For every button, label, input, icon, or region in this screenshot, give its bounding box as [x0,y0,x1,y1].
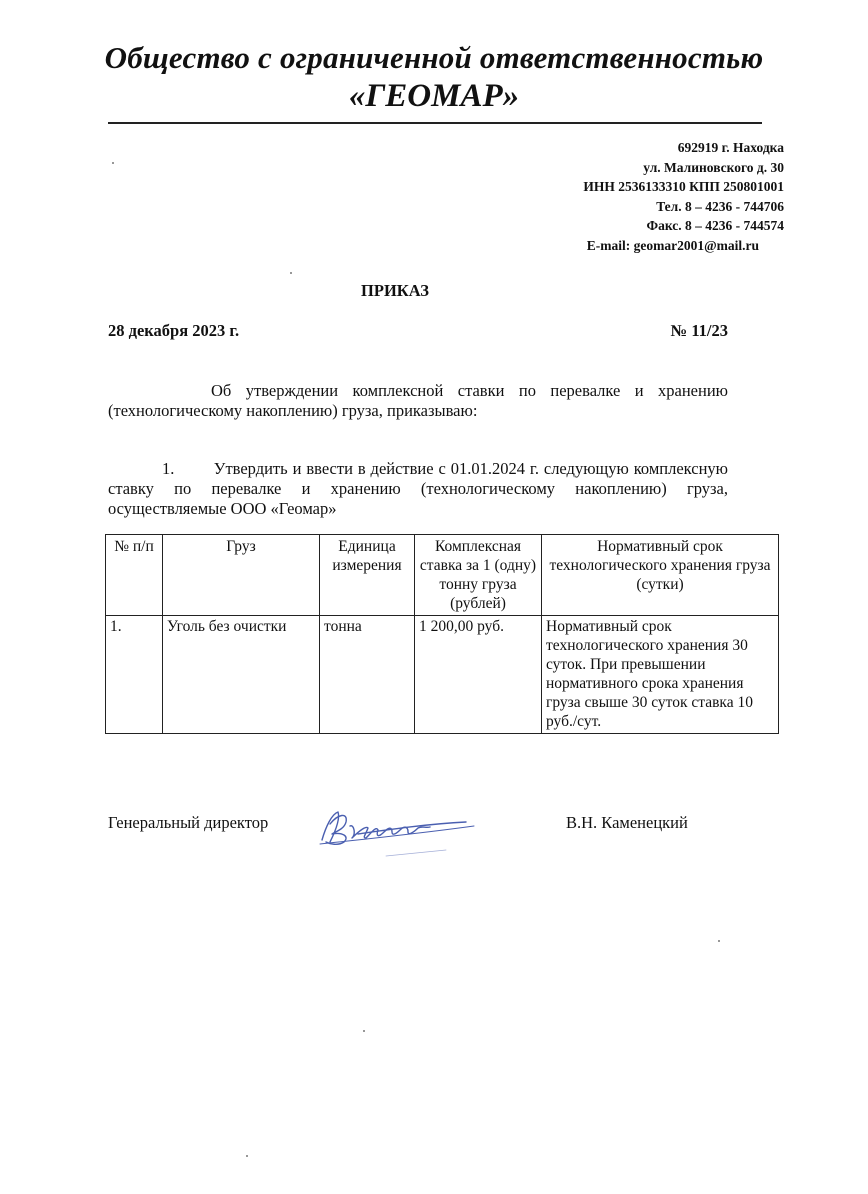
address-street: ул. Малиновского д. 30 [643,159,784,175]
organization-name: Общество с ограниченной ответственностью [104,40,764,75]
signer-position: Генеральный директор [108,813,269,832]
rates-table [105,534,779,734]
signer-name: В.Н. Каменецкий [566,813,688,832]
scan-speck [290,272,292,274]
table-row [106,616,779,734]
scan-speck [246,1155,248,1157]
address-email: E-mail: geomar2001@mail.ru [586,237,759,253]
header-divider [108,122,762,124]
handwritten-signature [316,800,476,870]
address-inn-kpp: ИНН 2536133310 КПП 250801001 [583,179,784,194]
item-1-paragraph: 1. Утвердить и ввести в действие с 01.01.2024 г. следующую комплексную ставку по перевалке и хранению (технологическому накоплению) груза, осуществляемые ООО «Геомар» [108,459,733,518]
order-number: № 11/23 [670,321,728,340]
header-rate: Комплексная ставка за 1 (одну) тонну груза (рублей) [415,535,542,616]
document-title: ПРИКАЗ [361,281,429,300]
intro-paragraph: Об утверждении комплексной ставки по перевалке и хранению (технологическому накоплению) груза, приказываю: [108,381,728,420]
header-cargo: Груз [163,535,320,616]
scan-speck [718,940,720,942]
table-header-row [106,535,779,616]
address-phone: Тел. 8 – 4236 - 744706 [656,198,784,214]
header-number: № п/п [106,535,163,616]
header-unit: Единица измерения [320,535,415,616]
header-storage-term: Нормативный срок технологического хранения груза (сутки) [542,535,779,616]
order-date: 28 декабря 2023 г. [108,321,240,340]
cell-unit: тонна [320,616,415,734]
cell-rate: 1 200,00 руб. [415,616,542,734]
address-block [384,138,784,255]
cell-storage-term: Нормативный срок технологического хранения 30 суток. При превышении нормативного срока хранения груза свыше 30 суток ставка 10 руб./сут. [542,616,779,734]
cell-cargo: Уголь без очистки [163,616,320,734]
address-fax: Факс. 8 – 4236 - 744574 [646,218,784,233]
address-city: 692919 г. Находка [677,140,784,155]
scan-speck [363,1030,365,1032]
organization-brand: «ГЕОМАР» [348,78,520,114]
scan-speck [112,162,114,164]
cell-number: 1. [106,616,163,734]
